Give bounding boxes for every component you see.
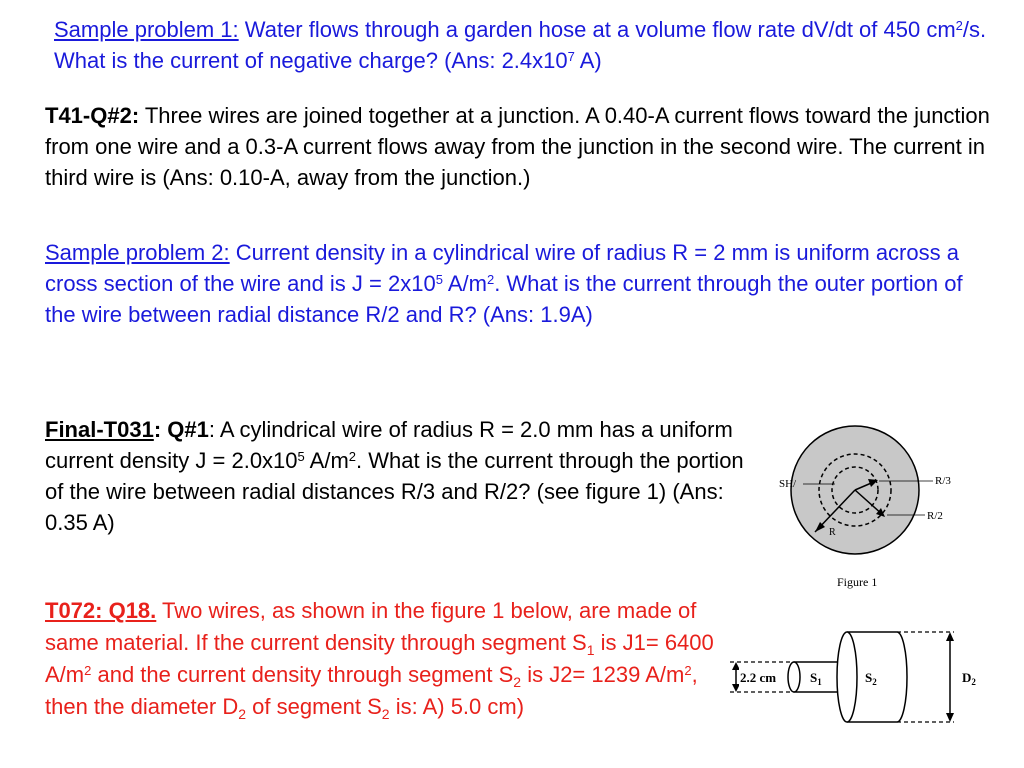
sample-problem-2 xyxy=(45,237,980,330)
t072-q18-text-4: is J2= 1239 A/m xyxy=(521,662,685,687)
final-t031-problem xyxy=(45,414,765,538)
final-t031-text-2: A/m xyxy=(304,448,349,473)
s2-right-face xyxy=(897,632,907,722)
sh-label: SH/ xyxy=(779,478,797,490)
superscript: 2 xyxy=(955,18,963,33)
t072-q18-text-2: is J1= 6400 A/m xyxy=(45,630,714,687)
final-t031-text: : A cylindrical wire of radius R = 2.0 mm has a uniform current density J = 2.0x10 xyxy=(45,417,733,473)
superscript: 2 xyxy=(684,663,692,678)
superscript: 2 xyxy=(84,663,92,678)
arrowhead xyxy=(732,662,740,670)
superscript: 2 xyxy=(348,449,357,464)
r2-label: R/2 xyxy=(927,510,943,522)
sample-problem-1-text-3: A) xyxy=(574,48,602,73)
superscript: 5 xyxy=(435,272,443,287)
superscript: 5 xyxy=(297,449,305,464)
s2-label xyxy=(865,670,877,687)
figure-1-caption: Figure 1 xyxy=(837,575,878,589)
arrowhead xyxy=(946,632,954,641)
figure-2-two-wire-segments xyxy=(722,620,992,740)
q1-label: Q#1 xyxy=(167,417,209,442)
arrowhead xyxy=(732,684,740,692)
arrowhead xyxy=(946,713,954,722)
superscript: 7 xyxy=(567,49,575,64)
subscript: 2 xyxy=(238,706,247,722)
t072-q18-text-6: of segment S xyxy=(246,694,382,719)
s1-subscript: 1 xyxy=(817,677,822,687)
sample-problem-1 xyxy=(54,14,1004,76)
subscript: 2 xyxy=(513,674,522,690)
d2-label xyxy=(962,670,976,687)
s1-end-face xyxy=(788,662,800,692)
sample-problem-2-text: Current density in a cylindrical wire of radius R = 2 mm is uniform across a cross section of the wire and is J = 2x10 xyxy=(45,240,959,296)
t072-q18-text-5: , then the diameter D xyxy=(45,662,698,719)
r3-label: R/3 xyxy=(935,475,951,487)
sample-problem-1-text: Water flows through a garden hose at a volume flow rate dV/dt of 450 cm xyxy=(238,17,956,42)
s1-letter: S xyxy=(810,670,818,685)
sample-problem-2-text-2: A/m xyxy=(442,271,487,296)
d2-subscript: 2 xyxy=(971,677,976,687)
final-t031-text-3: . What is the current through the portion of the wire between radial distances R/3 and R/2? (see figure 1) (Ans: 0.35 A) xyxy=(45,448,744,535)
subscript: 2 xyxy=(381,706,390,722)
sample-problem-2-label: Sample problem 2: xyxy=(45,240,230,265)
t41-q2-text: Three wires are joined together at a junction. A 0.40-A current flows toward the junction from one wire and a 0.3-A current flows away from the junction in the second wire. The current in third wire is (Ans: 0.10-A, away from the junction.) xyxy=(45,103,990,190)
t072-q18-label: T072: Q18. xyxy=(45,598,157,623)
s2-letter: S xyxy=(865,670,873,685)
sample-problem-1-label: Sample problem 1: xyxy=(54,17,239,42)
t072-q18-text-7: is: A) 5.0 cm) xyxy=(389,694,525,719)
figure-1-concentric-wire xyxy=(775,415,975,595)
t41-q2-problem xyxy=(45,100,990,193)
s1-label xyxy=(810,670,822,687)
final-t031-label: Final-T031 xyxy=(45,417,154,442)
label-separator: : xyxy=(153,417,168,442)
t41-q2-label: T41-Q#2: xyxy=(45,103,140,128)
t072-q18-text-3: and the current density through segment S xyxy=(91,662,514,687)
sample-problem-1-text-2: /s. What is the current of negative charge? (Ans: 2.4x10 xyxy=(54,17,987,73)
t072-q18-text: Two wires, as shown in the figure 1 below, are made of same material. If the current density through segment S xyxy=(45,598,697,655)
subscript: 1 xyxy=(586,642,595,658)
sample-problem-2-text-3: . What is the current through the outer portion of the wire between radial distance R/2 and R? (Ans: 1.9A) xyxy=(45,271,963,327)
d2-letter: D xyxy=(962,670,972,685)
d1-label: 2.2 cm xyxy=(740,670,777,685)
s2-subscript: 2 xyxy=(872,677,877,687)
t072-q18-problem xyxy=(45,595,725,723)
s2-left-face xyxy=(837,632,857,722)
r-label: R xyxy=(829,527,836,538)
superscript: 2 xyxy=(486,272,495,287)
